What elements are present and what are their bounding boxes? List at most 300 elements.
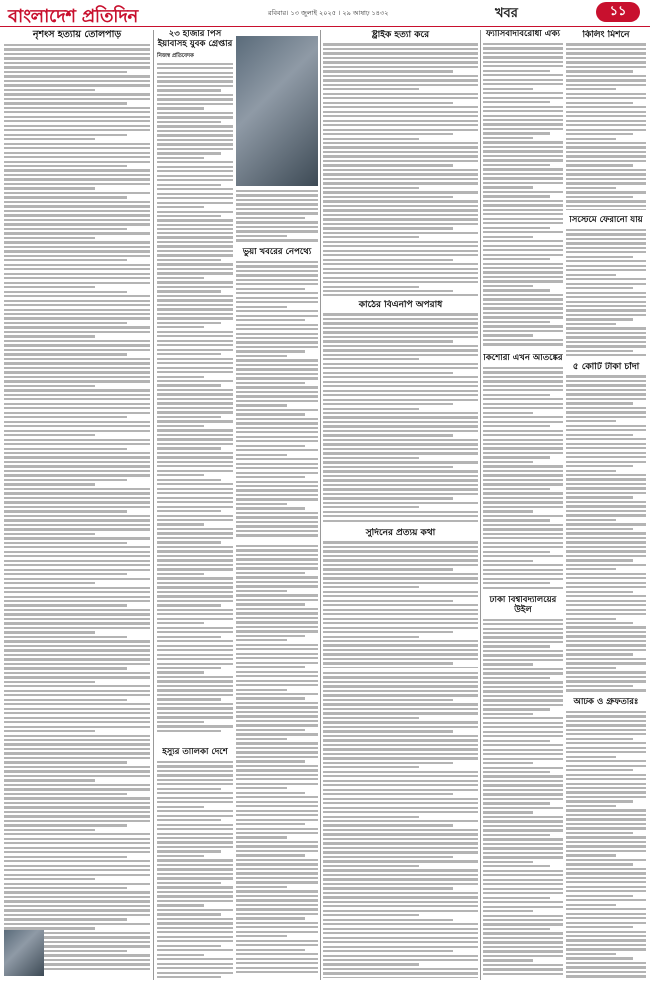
text-line — [483, 735, 563, 737]
text-line — [323, 977, 478, 978]
text-line — [157, 506, 233, 508]
text-line — [566, 380, 646, 382]
text-line — [157, 272, 233, 274]
text-line — [236, 594, 318, 596]
text-line — [157, 465, 233, 467]
text-line — [4, 107, 150, 109]
text-line — [236, 516, 318, 518]
text-line — [157, 895, 233, 897]
text-line — [157, 434, 233, 436]
text-line — [483, 897, 550, 899]
text-line — [566, 541, 646, 543]
text-line — [483, 708, 550, 710]
text-line — [236, 859, 318, 861]
text-line — [566, 975, 646, 977]
text-line — [4, 820, 150, 822]
text-line — [483, 726, 563, 728]
text-line — [483, 825, 563, 827]
text-line — [483, 663, 533, 665]
article-body — [483, 43, 563, 348]
text-line — [483, 380, 563, 382]
text-line — [323, 372, 453, 374]
text-line — [483, 932, 563, 934]
text-line — [4, 277, 150, 279]
text-line — [157, 559, 233, 561]
text-line — [483, 587, 563, 589]
text-line — [323, 717, 419, 719]
text-line — [483, 267, 563, 269]
text-line — [566, 564, 646, 566]
text-line — [566, 229, 646, 231]
article-9 — [566, 216, 646, 356]
text-line — [483, 227, 550, 229]
text-line — [157, 452, 233, 454]
text-line — [323, 493, 478, 495]
text-line — [566, 953, 616, 955]
text-line — [157, 425, 204, 427]
text-line — [566, 765, 646, 767]
text-line — [323, 178, 478, 180]
text-line — [4, 403, 150, 405]
text-line — [4, 120, 150, 122]
text-line — [483, 784, 563, 786]
text-line — [483, 376, 563, 378]
text-line — [157, 850, 221, 852]
text-line — [323, 699, 453, 701]
text-line — [236, 545, 318, 547]
text-line — [323, 182, 478, 184]
text-line — [236, 845, 318, 847]
text-line — [323, 250, 478, 252]
text-line — [483, 910, 533, 912]
text-line — [157, 707, 233, 709]
text-line — [236, 850, 318, 852]
article-10 — [483, 354, 563, 590]
text-line — [566, 160, 646, 162]
text-line — [236, 279, 318, 281]
text-line — [566, 917, 646, 919]
text-line — [157, 393, 233, 395]
text-line — [4, 259, 127, 261]
text-line — [566, 354, 646, 356]
text-line — [483, 740, 550, 742]
text-line — [157, 121, 221, 123]
text-line — [323, 336, 478, 338]
text-line — [4, 376, 150, 378]
text-line — [236, 715, 318, 717]
text-line — [4, 129, 150, 131]
text-line — [236, 828, 318, 830]
headline: নৃশংস হত্যায় তোলপাড় — [32, 30, 122, 40]
text-line — [566, 926, 633, 928]
text-line — [236, 386, 318, 388]
text-line — [323, 609, 478, 611]
text-line — [323, 726, 478, 728]
text-line — [4, 183, 150, 185]
text-line — [323, 636, 419, 638]
text-line — [4, 214, 150, 216]
text-line — [483, 294, 563, 296]
text-line — [157, 954, 204, 956]
text-line — [483, 928, 550, 930]
text-line — [4, 201, 150, 203]
text-line — [236, 783, 318, 785]
text-line — [483, 802, 550, 804]
text-line — [157, 833, 233, 835]
text-line — [4, 609, 150, 611]
text-line — [157, 945, 221, 947]
text-line — [483, 950, 563, 952]
text-line — [483, 447, 563, 449]
text-line — [483, 334, 533, 336]
text-line — [157, 940, 233, 942]
text-line — [483, 888, 563, 890]
article-body — [323, 313, 478, 522]
text-line — [4, 726, 150, 728]
text-line — [566, 832, 633, 834]
text-line — [4, 344, 150, 346]
text-line — [157, 783, 233, 785]
text-line — [157, 157, 204, 159]
headline: ঢাকা বিশ্ববিদ্যালয়ের উইল — [489, 596, 557, 615]
text-line — [566, 389, 646, 391]
text-line — [4, 537, 150, 539]
text-line — [157, 398, 233, 400]
text-line — [323, 613, 478, 615]
text-line — [566, 200, 646, 202]
text-line — [157, 197, 233, 199]
text-line — [4, 515, 150, 517]
text-line — [566, 97, 646, 99]
text-line — [236, 639, 287, 641]
text-line — [236, 554, 318, 556]
text-line — [566, 269, 646, 271]
text-line — [566, 309, 646, 311]
article-body — [323, 541, 478, 668]
text-line — [4, 62, 150, 64]
text-line — [323, 721, 478, 723]
text-line — [157, 532, 233, 534]
text-line — [4, 887, 127, 889]
text-line — [323, 457, 419, 459]
text-line — [4, 900, 150, 902]
text-line — [566, 595, 646, 597]
text-line — [157, 658, 233, 660]
text-line — [157, 116, 233, 118]
text-line — [483, 753, 563, 755]
text-line — [566, 336, 646, 338]
text-line — [323, 564, 478, 566]
text-line — [566, 559, 633, 561]
text-line — [157, 322, 221, 324]
text-line — [4, 770, 150, 772]
page-number-badge: ১১ — [596, 2, 640, 22]
text-line — [236, 418, 318, 420]
text-line — [566, 667, 616, 669]
text-line — [323, 268, 478, 270]
text-line — [483, 506, 563, 508]
text-line — [157, 797, 233, 799]
text-line — [157, 166, 233, 168]
text-line — [4, 394, 150, 396]
text-line — [236, 680, 318, 682]
text-line — [566, 899, 646, 901]
article-8 — [566, 30, 646, 210]
text-line — [4, 479, 127, 481]
text-line — [236, 756, 318, 758]
text-line — [157, 331, 233, 333]
text-line — [157, 537, 233, 539]
text-line — [323, 106, 478, 108]
text-line — [566, 169, 646, 171]
text-line — [157, 236, 233, 238]
text-line — [4, 326, 150, 328]
article-body — [4, 44, 150, 972]
text-line — [4, 317, 150, 319]
text-line — [157, 510, 221, 512]
text-line — [4, 743, 150, 745]
dateline: রবিবার। ১৩ জুলাই ২০২৫ । ২৯ আষাঢ় ১৪৩২ — [268, 9, 389, 17]
text-line — [4, 353, 127, 355]
text-line — [236, 212, 318, 214]
text-line — [483, 452, 563, 454]
text-line — [4, 250, 150, 252]
text-line — [566, 465, 633, 467]
text-line — [323, 506, 419, 508]
text-line — [483, 749, 563, 751]
text-line — [236, 489, 318, 491]
text-line — [4, 681, 95, 683]
text-line — [157, 788, 221, 790]
text-line — [483, 973, 563, 975]
text-line — [236, 711, 318, 713]
text-line — [483, 789, 563, 791]
text-line — [483, 213, 563, 215]
text-line — [236, 503, 287, 505]
headline: ষ্ট্রাইক হত্যা করে — [371, 30, 430, 40]
text-line — [566, 43, 646, 45]
text-line — [566, 935, 646, 937]
text-line — [4, 569, 150, 571]
column-rule — [153, 30, 154, 980]
text-line — [566, 729, 646, 731]
headline: সুদিনের প্রত্যয় কথা — [365, 528, 436, 538]
text-line — [566, 519, 616, 521]
text-line — [236, 359, 318, 361]
text-line — [4, 779, 95, 781]
text-line — [566, 720, 646, 722]
text-line — [566, 886, 646, 888]
text-line — [4, 752, 150, 754]
article-body — [157, 63, 233, 230]
text-line — [483, 186, 533, 188]
text-line — [566, 796, 646, 798]
text-line — [566, 129, 646, 131]
text-line — [483, 874, 563, 876]
text-line — [483, 623, 563, 625]
text-line — [323, 672, 478, 674]
text-line — [157, 286, 233, 288]
text-line — [236, 310, 318, 312]
text-line — [236, 706, 318, 708]
text-line — [157, 353, 221, 355]
headline: আটক ও গ্রুফতারঃ — [573, 698, 639, 707]
text-line — [157, 609, 233, 611]
text-line — [323, 829, 478, 831]
article-4 — [236, 248, 318, 538]
text-line — [157, 846, 233, 848]
text-line — [4, 398, 150, 400]
text-line — [483, 65, 563, 67]
text-line — [236, 630, 318, 632]
text-line — [323, 573, 478, 575]
text-line — [483, 699, 563, 701]
text-line — [236, 190, 318, 192]
text-line — [323, 43, 478, 45]
text-line — [4, 210, 150, 212]
text-line — [483, 619, 563, 621]
text-line — [323, 385, 478, 387]
text-line — [483, 780, 563, 782]
text-line — [323, 883, 478, 885]
text-line — [157, 770, 233, 772]
text-line — [4, 555, 150, 557]
text-line — [157, 725, 233, 727]
text-line — [323, 860, 478, 862]
text-line — [566, 877, 646, 879]
text-line — [4, 649, 150, 651]
text-line — [566, 818, 646, 820]
text-line — [4, 914, 150, 916]
text-line — [157, 550, 233, 552]
text-line — [157, 211, 233, 213]
text-line — [323, 914, 419, 916]
text-line — [483, 955, 563, 957]
text-line — [4, 604, 127, 606]
text-line — [157, 949, 233, 951]
article-body — [157, 761, 233, 978]
text-line — [483, 807, 563, 809]
text-line — [566, 555, 646, 557]
text-line — [4, 228, 127, 230]
text-line — [236, 617, 318, 619]
text-line — [157, 268, 233, 270]
text-line — [4, 295, 150, 297]
text-line — [157, 582, 233, 584]
text-line — [566, 434, 633, 436]
article-body — [323, 672, 478, 978]
text-line — [4, 434, 95, 436]
text-line — [566, 800, 633, 802]
text-line — [4, 528, 150, 530]
text-line — [323, 631, 453, 633]
text-line — [483, 298, 563, 300]
text-line — [483, 528, 563, 530]
text-line — [236, 868, 318, 870]
text-line — [483, 88, 533, 90]
text-line — [157, 922, 233, 924]
text-line — [323, 851, 478, 853]
text-line — [236, 409, 318, 411]
text-line — [566, 164, 633, 166]
text-line — [566, 416, 646, 418]
text-line — [483, 915, 563, 917]
text-line — [483, 456, 550, 458]
text-line — [4, 421, 150, 423]
text-line — [157, 308, 233, 310]
text-line — [483, 843, 563, 845]
text-line — [566, 57, 646, 59]
text-line — [4, 448, 127, 450]
text-line — [566, 133, 633, 135]
text-line — [323, 757, 478, 759]
text-line — [157, 519, 233, 521]
text-line — [4, 838, 150, 840]
text-line — [483, 560, 533, 562]
text-line — [323, 586, 419, 588]
text-line — [566, 948, 646, 950]
text-line — [4, 44, 150, 46]
text-line — [157, 474, 204, 476]
text-line — [157, 250, 233, 252]
text-line — [323, 932, 478, 934]
text-line — [566, 528, 633, 530]
text-line — [236, 364, 318, 366]
text-line — [236, 581, 318, 583]
text-line — [566, 88, 616, 90]
text-line — [483, 879, 563, 881]
text-line — [323, 968, 478, 970]
text-line — [4, 483, 95, 485]
text-line — [566, 151, 646, 153]
text-line — [157, 438, 233, 440]
text-line — [4, 335, 95, 337]
text-line — [483, 758, 563, 760]
text-line — [4, 474, 150, 476]
headline: ইস্যুর তালিকা দেশে — [162, 748, 228, 757]
text-line — [483, 731, 563, 733]
text-line — [4, 860, 150, 862]
text-line — [323, 394, 478, 396]
text-line — [323, 133, 453, 135]
article-13 — [323, 528, 478, 668]
text-line — [483, 937, 563, 939]
text-line — [566, 600, 646, 602]
text-line — [4, 654, 150, 656]
text-line — [323, 582, 478, 584]
text-line — [157, 148, 233, 150]
text-line — [236, 235, 287, 237]
text-line — [483, 542, 563, 544]
text-line — [4, 349, 150, 351]
text-line — [323, 443, 478, 445]
text-line — [236, 962, 318, 964]
text-line — [4, 138, 95, 140]
text-line — [323, 151, 478, 153]
text-line — [483, 510, 533, 512]
text-line — [236, 476, 305, 478]
text-line — [323, 667, 478, 668]
text-line — [483, 906, 563, 908]
text-line — [323, 878, 478, 880]
text-line — [566, 350, 633, 352]
text-line — [236, 431, 318, 433]
text-line — [323, 811, 478, 813]
text-line — [323, 479, 478, 481]
text-line — [483, 713, 533, 715]
text-line — [566, 622, 633, 624]
text-line — [566, 756, 616, 758]
